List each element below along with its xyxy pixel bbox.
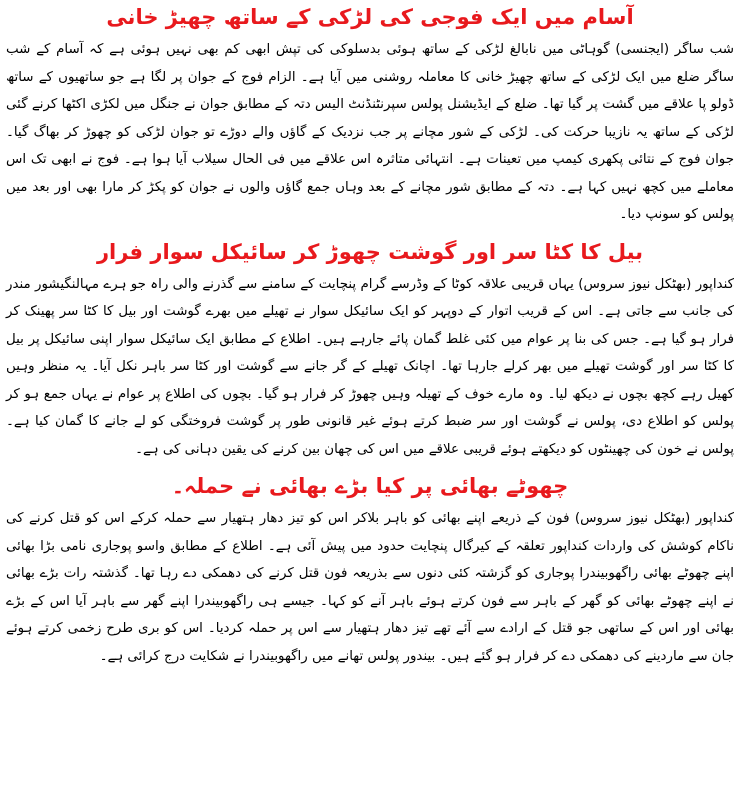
article-body: کنداپور (بھٹکل نیوز سروس) یہاں قریبی علاقہ کوٹا کے وڈرسے گرام پنچایت کے سامنے سے گذرنے والی راہ جو ہرے مہالنگیشور مندر کی جانب سے جاتی ہے۔ اس کے قریب اتوار کے دوپہر کو ایک سائیکل سوار نے تھیلے میں بھرے گوشت اور بیل کا کٹا سر پھینک کر فرار ہو گیا ہے۔ جس کی بنا پر عوام میں کئی غلط گمان پائے جارہے ہیں۔ اطلاع کے مطابق ایک سائیکل سوار اپنی سائیکل پر بیل کا کٹا سر اور گوشت تھیلے میں بھر کرلے جارہا تھا۔ اچانک تھیلے کے گر جانے سے گوشت اور کٹا سر باہر نکل آیا۔ یہ منظر وہیں کھیل رہے کچھ بچوں نے دیکھ لیا۔ وہ مارے خوف کے تھیلہ وہیں چھوڑ کر فرار ہو گیا۔ بچوں کی اطلاع پر عوام نے یہاں جمع ہو کر پولس کو اطلاع دی، پولس نے گوشت اور سر ضبط کرتے ہوئے غیر قانونی طور پر گوشت فروختگی کو لے جانے کا گمان کیا ہے۔ پولس نے خون کی چھینٹوں کو دیکھتے ہوئے قریبی علاقے میں اس کی چھان بین کرنے کی یقین دہانی کی ہے۔ — [6, 276, 734, 457]
article-headline: چھوٹے بھائی پر کیا بڑے بھائی نے حملہ۔ — [171, 474, 569, 498]
article-army-harassment — [6, 2, 734, 229]
article-brother-attack — [6, 471, 734, 670]
article-body: کنداپور (بھٹکل نیوز سروس) فون کے ذریعے اپنے بھائی کو باہر بلاکر اس کو تیز دھار ہتھیار سے حملہ کرکے اس کو قتل کرنے کی ناکام کوشش کی واردات کنداپور تعلقہ کے کیرگال پنچایت حدود میں پیش آئی ہے۔ اطلاع کے مطابق واسو پوجاری نامی بڑا بھائی اپنے چھوٹے بھائی راگھوبیندرا پوجاری کو گزشتہ کئی دنوں سے بذریعہ فون قتل کرنے کی دھمکی دے رہا تھا۔ گذشتہ رات بڑے بھائی نے اپنے چھوٹے بھائی کو گھر کے باہر سے فون کرتے ہوئے باہر آنے کو کہا۔ جیسے ہی راگھوبیندرا اپنے گھر سے باہر آیا اس کے بڑے بھائی اور اس کے ساتھی جو قتل کے ارادے سے آئے تھے تیز دھار ہتھیار سے اس پر حملہ کردیا۔ اس کو بری طرح زخمی کرتے ہوئے جان سے ماردینے کی دھمکی دے کر فرار ہو گئے ہیں۔ بیندور پولس تھانے میں راگھوبیندرا نے شکایت درج کرائی ہے۔ — [6, 511, 734, 664]
article-headline: بیل کا کٹا سر اور گوشت چھوڑ کر سائیکل سوار فرار — [96, 239, 644, 264]
article-body: شب ساگر (ایجنسی) گوہاٹی میں نابالغ لڑکی کے ساتھ ہوئی بدسلوکی کی تپش ابھی کم بھی نہیں ہوئی ہے کہ آسام کے شب ساگر ضلع میں ایک لڑکی کے ساتھ چھیڑ خانی کا معاملہ روشنی میں آیا ہے۔ الزام فوج کے جوان پر لگا ہے جو ساتھیوں کے ساتھ ڈولو پا علاقے میں گشت پر گیا تھا۔ ضلع کے ایڈیشنل پولس سپرنٹنڈنٹ الیس دتہ کے مطابق جوان نے جنگل میں لکڑی اکٹھا کرنے گئی لڑکی کے ساتھ یہ نازیبا حرکت کی۔ لڑکی کے شور مچانے پر جب نزدیک کے گاؤں والے دوڑے تو جوان لڑکی کو چھوڑ کر بھاگ گیا۔ جوان فوج کے نتائی پکھری کیمپ میں تعینات ہے۔ انتہائی متاثرہ اس علاقے میں فی الحال سیلاب آیا ہوا ہے۔ فوج نے ابھی تک اس معاملے میں کچھ نہیں کہا ہے۔ دتہ کے مطابق شور مچانے کے بعد وہاں جمع گاؤں والوں نے جوان کو پکڑ کر مارا بھی اور بعد میں پولس کو سونپ دیا۔ — [6, 42, 734, 222]
article-headline: آسام میں ایک فوجی کی لڑکی کے ساتھ چھیڑ خانی — [106, 5, 634, 29]
article-cyclist-fled — [6, 237, 734, 464]
